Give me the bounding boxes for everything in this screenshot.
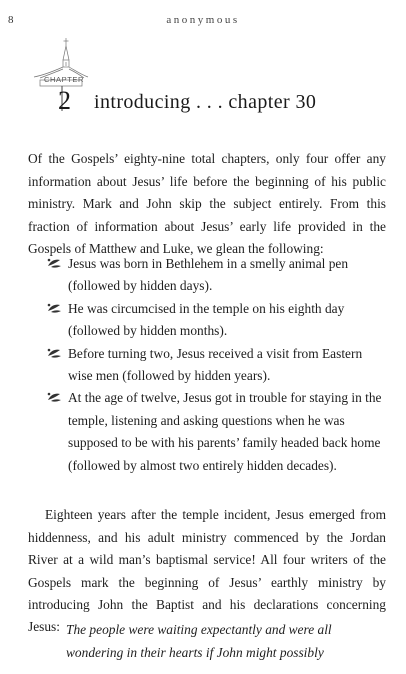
chapter-heading [28,36,388,116]
bullet-text: He was circumcised in the temple on his eighth day (followed by hidden months). [68,300,345,339]
fleuron-bullet-icon [46,390,63,404]
list-item [46,387,386,477]
running-head [0,14,406,28]
bullet-text: Jesus was born in Bethlehem in a smelly animal pen (followed by hidden days). [68,256,349,294]
list-item [46,343,386,388]
fleuron-bullet-icon [46,301,63,315]
intro-paragraph: Of the Gospels’ eighty-nine total chapters, only four offer any information about Jesus’ life before the beginning of his public ministry. Mark and John skip the subject entirely. From this fraction of information about Jesus’ early life provided in the Gospels of Matthew and Luke, we glean the following: [28,151,386,257]
bullet-list [46,253,386,477]
bullet-text: Before turning two, Jesus received a visit from Eastern wise men (followed by hidden years). [68,345,363,384]
scripture-quote: The people were waiting expectantly and were all wondering in their hearts if John might possibly [66,622,332,660]
body-paragraph: Eighteen years after the temple incident, Jesus emerged from hiddenness, and his adult ministry commenced by the Jordan River at a wild man’s baptismal service! All four writers of the Gospels mark the beginning of Jesus’ earthly ministry by introducing John the Baptist and his declarations concerning Jesus: [28,507,386,635]
fleuron-bullet-icon [46,256,63,270]
running-head-title: anonymous [166,14,240,26]
fleuron-bullet-icon [46,346,63,360]
bullet-text: At the age of twelve, Jesus got in trouble for staying in the temple, listening and asking questions when he was supposed to be with his parents’ family headed back home (followed by almost two entirely hidden decades). [68,390,382,473]
chapter-title: introducing . . . chapter 30 [94,91,317,113]
list-item [46,253,386,298]
page-number: 8 [8,14,14,26]
list-item [46,298,386,343]
chapter-label: CHAPTER [44,75,85,84]
chapter-number: 2 [58,86,71,115]
